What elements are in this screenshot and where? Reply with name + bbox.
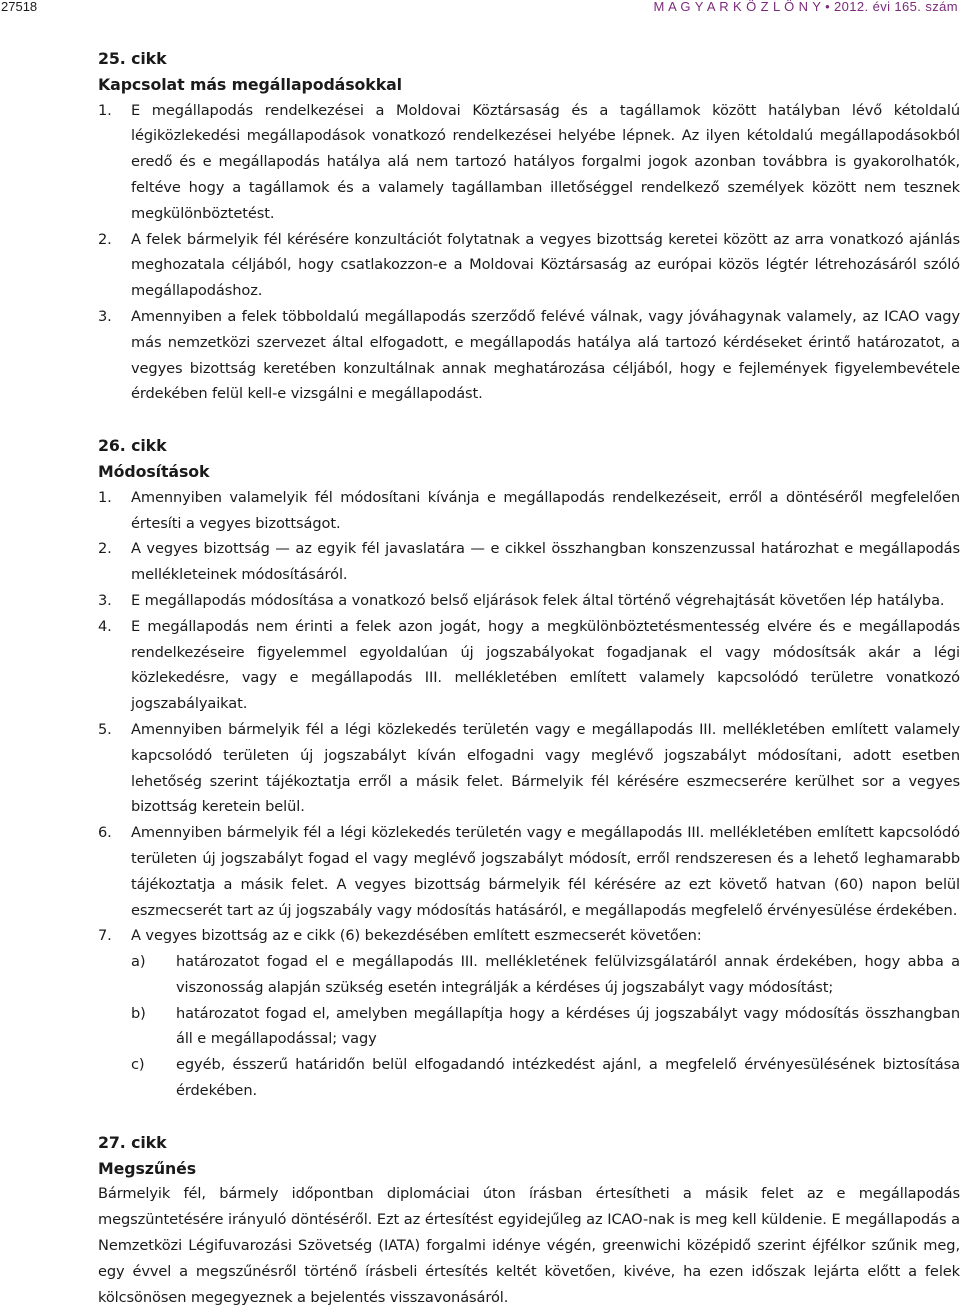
item-number: 2. [98, 540, 112, 558]
subitem-text: egyéb, ésszerű határidőn belül elfogadandó intézkedést ajánl, a megfelelő érvényesülésének biztosítása érdekében. [176, 1056, 960, 1100]
item-text: E megállapodás módosítása a vonatkozó belső eljárások felek által történő végrehajtását követően lép hatályba. [131, 591, 945, 609]
item-number: 4. [98, 617, 112, 635]
item-number: 5. [98, 720, 112, 738]
list-item [98, 98, 960, 227]
item-text: Amennyiben valamelyik fél módosítani kívánja e megállapodás rendelkezéseit, erről a döntéséről megfelelően értesíti a vegyes bizottságot. [131, 488, 960, 532]
subitem-letter: c) [131, 1056, 145, 1074]
article-number: 25. cikk [98, 49, 167, 68]
item-text: A felek bármelyik fél kérésére konzultációt folytatnak a vegyes bizottság keretei között az arra vonatkozó ajánlás meghozatala céljából, hogy csatlakozzon-e a Moldovai Köztársaság az európai közös légtér létrehozásáról szóló megállapodáshoz. [131, 230, 960, 300]
journal-title: M A G Y A R K Ö Z L Ö N Y • 2012. évi 165. szám [653, 0, 958, 14]
subitem-letter: b) [131, 1004, 146, 1022]
article-paragraph: Bármelyik fél, bármely időpontban diplomáciai úton írásban értesítheti a másik felet az e megállapodás megszüntetésére irányuló döntéséről. Ezt az értesítést egyidejűleg az ICAO-nak is meg kell küldenie. E megállapodás a Nemzetközi Légifuvarozási Szövetség (IATA) forgalmi idénye végén, greenwichi középidő szerint éjfélkor szűnik meg, egy évvel a megszűnésről történő írásbeli értesítés keltét követően, kivéve, ha ezen időszak lejárta előtt a felek kölcsönösen megegyeznek a bejelentés visszavonásáról. [98, 1185, 960, 1306]
item-number: 1. [98, 101, 112, 119]
article-number: 27. cikk [98, 1132, 167, 1152]
sub-list-item [131, 949, 960, 1001]
list-item [98, 588, 960, 614]
item-text: Amennyiben a felek többoldalú megállapodás szerződő felévé válnak, vagy jóváhagynak valamely, az ICAO vagy más nemzetközi szervezet által elfogadott, e megállapodás hatálya alá tartozó kérdéseket érintő határozatot, a vegyes bizottság keretében konzultálnak annak meghatározása céljából, hogy e fejlemények figyelembevétele érdekében felül kell-e vizsgálni e megállapodást. [131, 307, 960, 403]
list-item [98, 227, 960, 304]
list-item [98, 536, 960, 588]
page-number: 27518 [1, 0, 38, 14]
article-title: Módosítások [98, 461, 210, 481]
item-text: E megállapodás nem érinti a felek azon jogát, hogy a megkülönböztetésmentesség elvére és e megállapodás rendelkezéseire figyelemmel egyoldalúan új jogszabályokat fogadjanak el vagy módosítsák akár a légi közlekedésre, vagy e megállapodás III. mellékletében említett valamely kapcsolódó területre vonatkozó jogszabályaikat. [131, 617, 960, 713]
article-number: 26. cikk [98, 436, 167, 456]
item-number: 3. [98, 307, 112, 325]
list-item [98, 717, 960, 820]
list-item [98, 820, 960, 923]
item-text: Amennyiben bármelyik fél a légi közlekedés területén vagy e megállapodás III. mellékletében említett kapcsolódó területen új jogszabályt fogad el vagy meglévő jogszabályt módosít, erről rendszeresen és a lehető leghamarabb tájékoztatja a másik felet. A vegyes bizottság bármelyik fél kérésére az ezt követő hatvan (60) napon belül eszmecserét tart az új jogszabály vagy módosítás hatásáról, e megállapodás megfelelő érvényesülése érdekében. [131, 824, 960, 919]
item-number: 7. [98, 927, 112, 945]
article-26 [98, 433, 960, 1104]
list-item [98, 614, 960, 717]
article-title: Megszűnés [98, 1158, 197, 1178]
document-body [98, 46, 960, 1310]
item-number: 3. [98, 591, 112, 609]
list-item [98, 485, 960, 537]
sub-list-item [131, 1052, 960, 1104]
item-text: A vegyes bizottság az e cikk (6) bekezdésében említett eszmecserét követően: [131, 927, 702, 945]
sub-list-item [131, 1001, 960, 1053]
list-item [98, 923, 960, 1104]
item-number: 2. [98, 230, 112, 248]
article-27 [98, 1130, 960, 1310]
article-25 [98, 46, 960, 407]
item-text: Amennyiben bármelyik fél a légi közlekedés területén vagy e megállapodás III. mellékletében említett valamely kapcsolódó területen új jogszabályt kíván elfogadni vagy meglévő jogszabályt módosítani, adott esetben lehetőség szerint tájékoztatja erről a másik felet. Bármelyik fél kérésére eszmecserére kerülhet sor a vegyes bizottság keretein belül. [131, 720, 960, 816]
subitem-text: határozatot fogad el e megállapodás III. mellékletének felülvizsgálatáról annak érdekében, hogy abba a viszonosság alapján szükség esetén integrálják a kérdéses új jogszabályt vagy módosítást; [176, 953, 960, 996]
subitem-text: határozatot fogad el, amelyben megállapítja hogy a kérdéses új jogszabályt vagy módosítás összhangban áll e megállapodással; vagy [176, 1004, 960, 1048]
item-number: 6. [98, 824, 112, 842]
item-number: 1. [98, 488, 112, 506]
article-title: Kapcsolat más megállapodásokkal [98, 74, 402, 94]
page-header [0, 0, 960, 14]
subitem-letter: a) [131, 953, 146, 971]
list-item [98, 304, 960, 407]
item-text: A vegyes bizottság — az egyik fél javaslatára — e cikkel összhangban konszenzussal határozhat e megállapodás mellékleteinek módosításáról. [131, 540, 960, 584]
item-text: E megállapodás rendelkezései a Moldovai Köztársaság és a tagállamok között hatályban lévő kétoldalú légiközlekedési megállapodások vonatkozó rendelkezései helyébe lépnek. Az ilyen kétoldalú megállapodásokból eredő és e megállapodás hatálya alá nem tartozó hatályos forgalmi jogok azonban továbbra is gyakorolhatók, feltéve hogy a tagállamok és a valamely tagállamban illetőséggel rendelkező személyek között nem tesznek megkülönböztetést. [131, 101, 960, 222]
